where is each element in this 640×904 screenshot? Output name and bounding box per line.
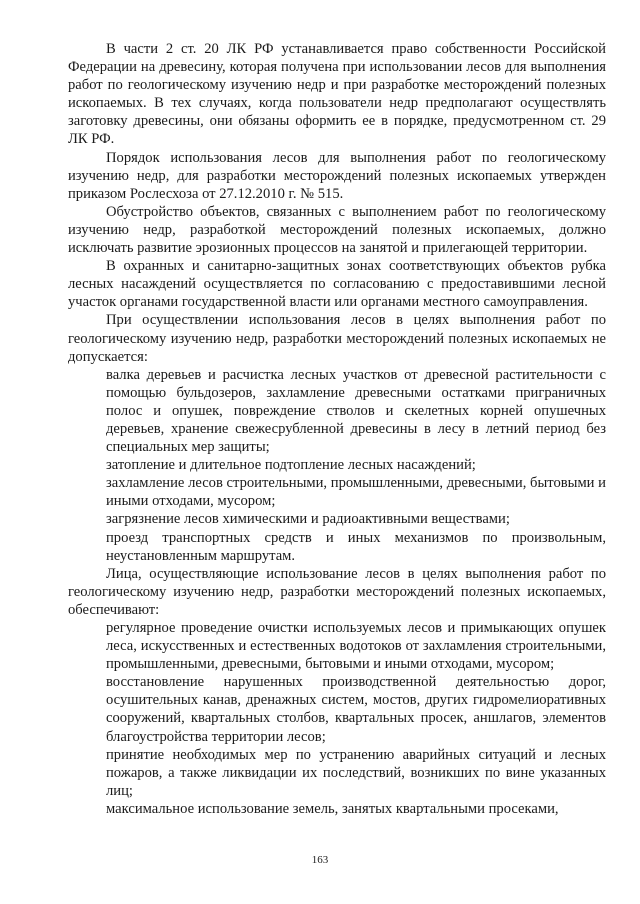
list-item: захламление лесов строительными, промышленными, древесными, бытовыми и иными отходами, мусором; xyxy=(106,475,606,510)
document-page xyxy=(68,40,606,818)
paragraph: Порядок использования лесов для выполнения работ по геологическому изучению недр, для разработки месторождений полезных ископаемых утвержден приказом Рослесхоза от 27.12.2010 г. № 515. xyxy=(68,149,606,202)
list-item: затопление и длительное подтопление лесных насаждений; xyxy=(106,457,476,474)
list-item: валка деревьев и расчистка лесных участков от древесной растительности с помощью бульдозеров, захламление древесными остатками приграничных полос и опушек, повреждение стволов и скелетных корней опушечных деревьев, хранение свежесрубленной древесины в лесу в летний период без специальных мер защиты; xyxy=(106,366,606,456)
paragraph: Лица, осуществляющие использование лесов в целях выполнения работ по геологическому изучению недр, разработки месторождений полезных ископаемых, обеспечивают: xyxy=(68,565,606,618)
list-item: загрязнение лесов химическими и радиоактивными веществами; xyxy=(106,511,510,528)
paragraph: Обустройство объектов, связанных с выполнением работ по геологическому изучению недр, разработкой месторождений полезных ископаемых, должно исключать развитие эрозионных процессов на занятой и прилегающей территории. xyxy=(68,203,606,257)
list-item: принятие необходимых мер по устранению аварийных ситуаций и лесных пожаров, а также ликвидации их последствий, возникших по вине указанных лиц; xyxy=(106,746,606,799)
list-item: проезд транспортных средств и иных механизмов по произвольным, неустановленным маршрутам. xyxy=(106,529,606,564)
list-item: восстановление нарушенных производственной деятельностью дорог, осушительных канав, дренажных систем, мостов, других гидромелиоративных сооружений, квартальных столбов, квартальных просек, аншлагов, элементов благоустройства территории лесов; xyxy=(106,674,606,745)
page-number: 163 xyxy=(311,854,329,866)
paragraph: В охранных и санитарно-защитных зонах соответствующих объектов рубка лесных насаждений осуществляется по согласованию с предоставившими лесной участок органами государственной власти или органами местного самоуправления. xyxy=(68,258,606,311)
list-item: максимальное использование земель, занятых квартальными просеками, xyxy=(106,800,559,817)
paragraph: При осуществлении использования лесов в целях выполнения работ по геологическому изучению недр, разработки месторождений полезных ископаемых не допускается: xyxy=(68,312,606,365)
list-item: регулярное проведение очистки используемых лесов и примыкающих опушек леса, искусственных и естественных водотоков от захламления строительными, промышленными, древесными, бытовыми и иными отходами, мусором; xyxy=(106,620,606,673)
paragraph: В части 2 ст. 20 ЛК РФ устанавливается право собственности Российской Федерации на древесину, которая получена при использовании лесов для выполнения работ по геологическому изучению недр и при разработке месторождений полезных ископаемых. В тех случаях, когда пользователи недр предполагают осуществлять заготовку древесины, они обязаны оформить ее в порядке, предусмотренном ст. 29 ЛК РФ. xyxy=(68,41,606,148)
